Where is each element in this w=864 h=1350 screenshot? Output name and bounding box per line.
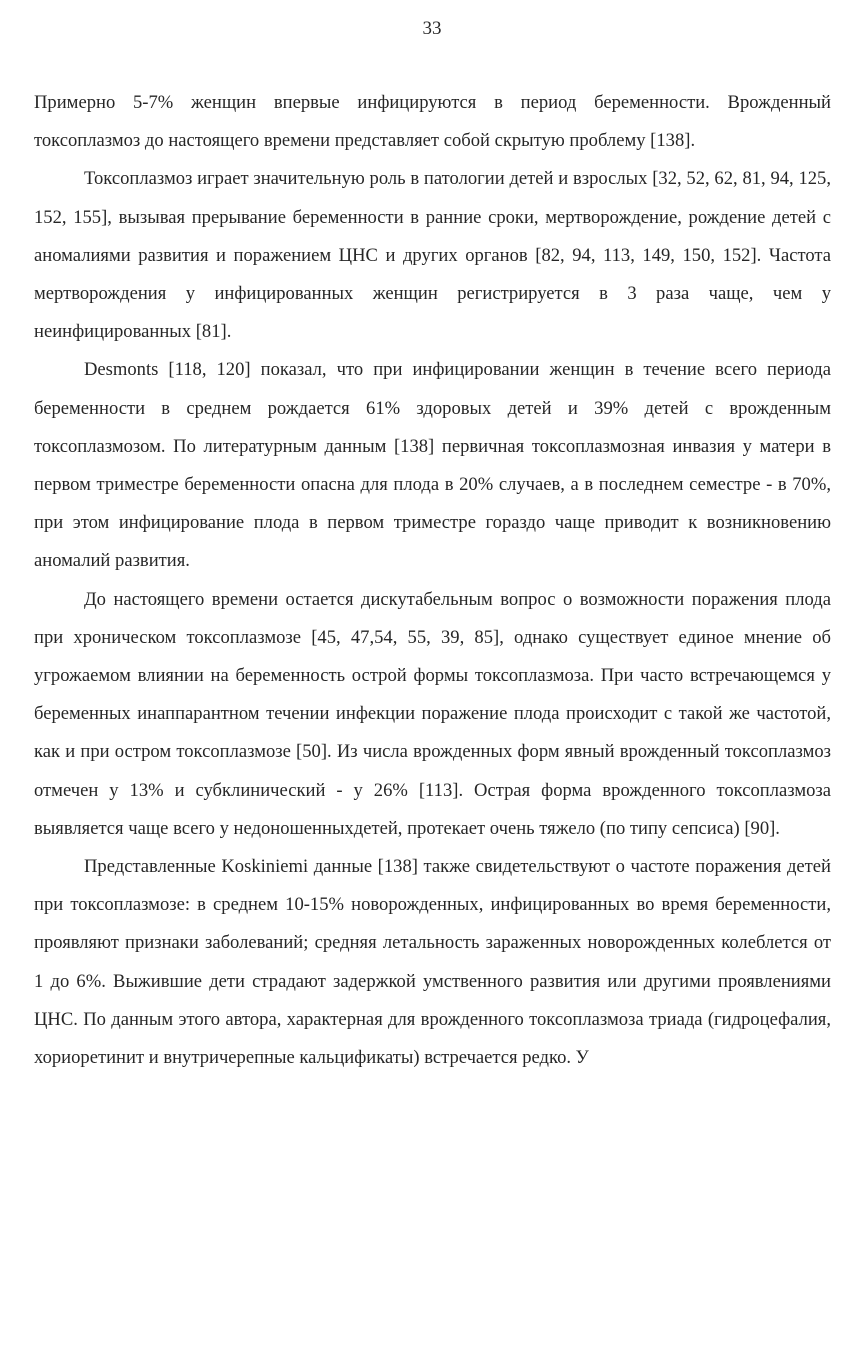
paragraph-5: Представленные Koskiniemi данные [138] также свидетельствуют о частоте поражения детей при токсоплазмозе: в среднем 10-15% новорожденных, инфицированных во время беременности, проявляют признаки заболеваний; средняя летальность зараженных новорожденных колеблется от 1 до 6%. Выжившие дети страдают задержкой умственного развития или другими проявлениями ЦНС. По данным этого автора, характерная для врожденного токсоплазмоза триада (гидроцефалия, хориоретинит и внутричерепные кальцификаты) встречается редко. У (34, 856, 831, 1069)
paragraph-4: До настоящего времени остается дискутабельным вопрос о возможности поражения плода при хроническом токсоплазмозе [45, 47,54, 55, 39, 85], однако существует единое мнение об угрожаемом влиянии на беременность острой формы токсоплазмоза. При часто встречающемся у беременных инаппарантном течении инфекции поражение плода происходит с такой же частотой, как и при остром токсоплазмозе [50]. Из числа врожденных форм явный врожденный токсоплазмоз отмечен у 13% и субклинический - у 26% [113]. Острая форма врожденного токсоплазмоза выявляется чаще всего у недоношенныхдетей, протекает очень тяжело (по типу сепсиса) [90]. (34, 588, 831, 839)
paragraph-1: Примерно 5-7% женщин впервые инфицируются в период беременности. Врожденный токсоплазмоз до настоящего времени представляет собой скрытую проблему [138]. (34, 92, 831, 152)
body-text (34, 84, 831, 1077)
paragraph-3: Desmonts [118, 120] показал, что при инфицировании женщин в течение всего периода беременности в среднем рождается 61% здоровых детей и 39% детей с врожденным токсоплазмозом. По литературным данным [138] первичная токсоплазмозная инвазия у матери в первом триместре беременности опасна для плода в 20% случаев, а в последнем семестре - в 70%, при этом инфицирование плода в первом триместре гораздо чаще приводит к возникновению аномалий развития. (34, 359, 831, 572)
paragraph-2: Токсоплазмоз играет значительную роль в патологии детей и взрослых [32, 52, 62, 81, 94, 125, 152, 155], вызывая прерывание беременности в ранние сроки, мертворождение, рождение детей с аномалиями развития и поражением ЦНС и других органов [82, 94, 113, 149, 150, 152]. Частота мертворождения у инфицированных женщин регистрируется в 3 раза чаще, чем у неинфицированных [81]. (34, 168, 831, 343)
page-number: 33 (422, 18, 442, 39)
